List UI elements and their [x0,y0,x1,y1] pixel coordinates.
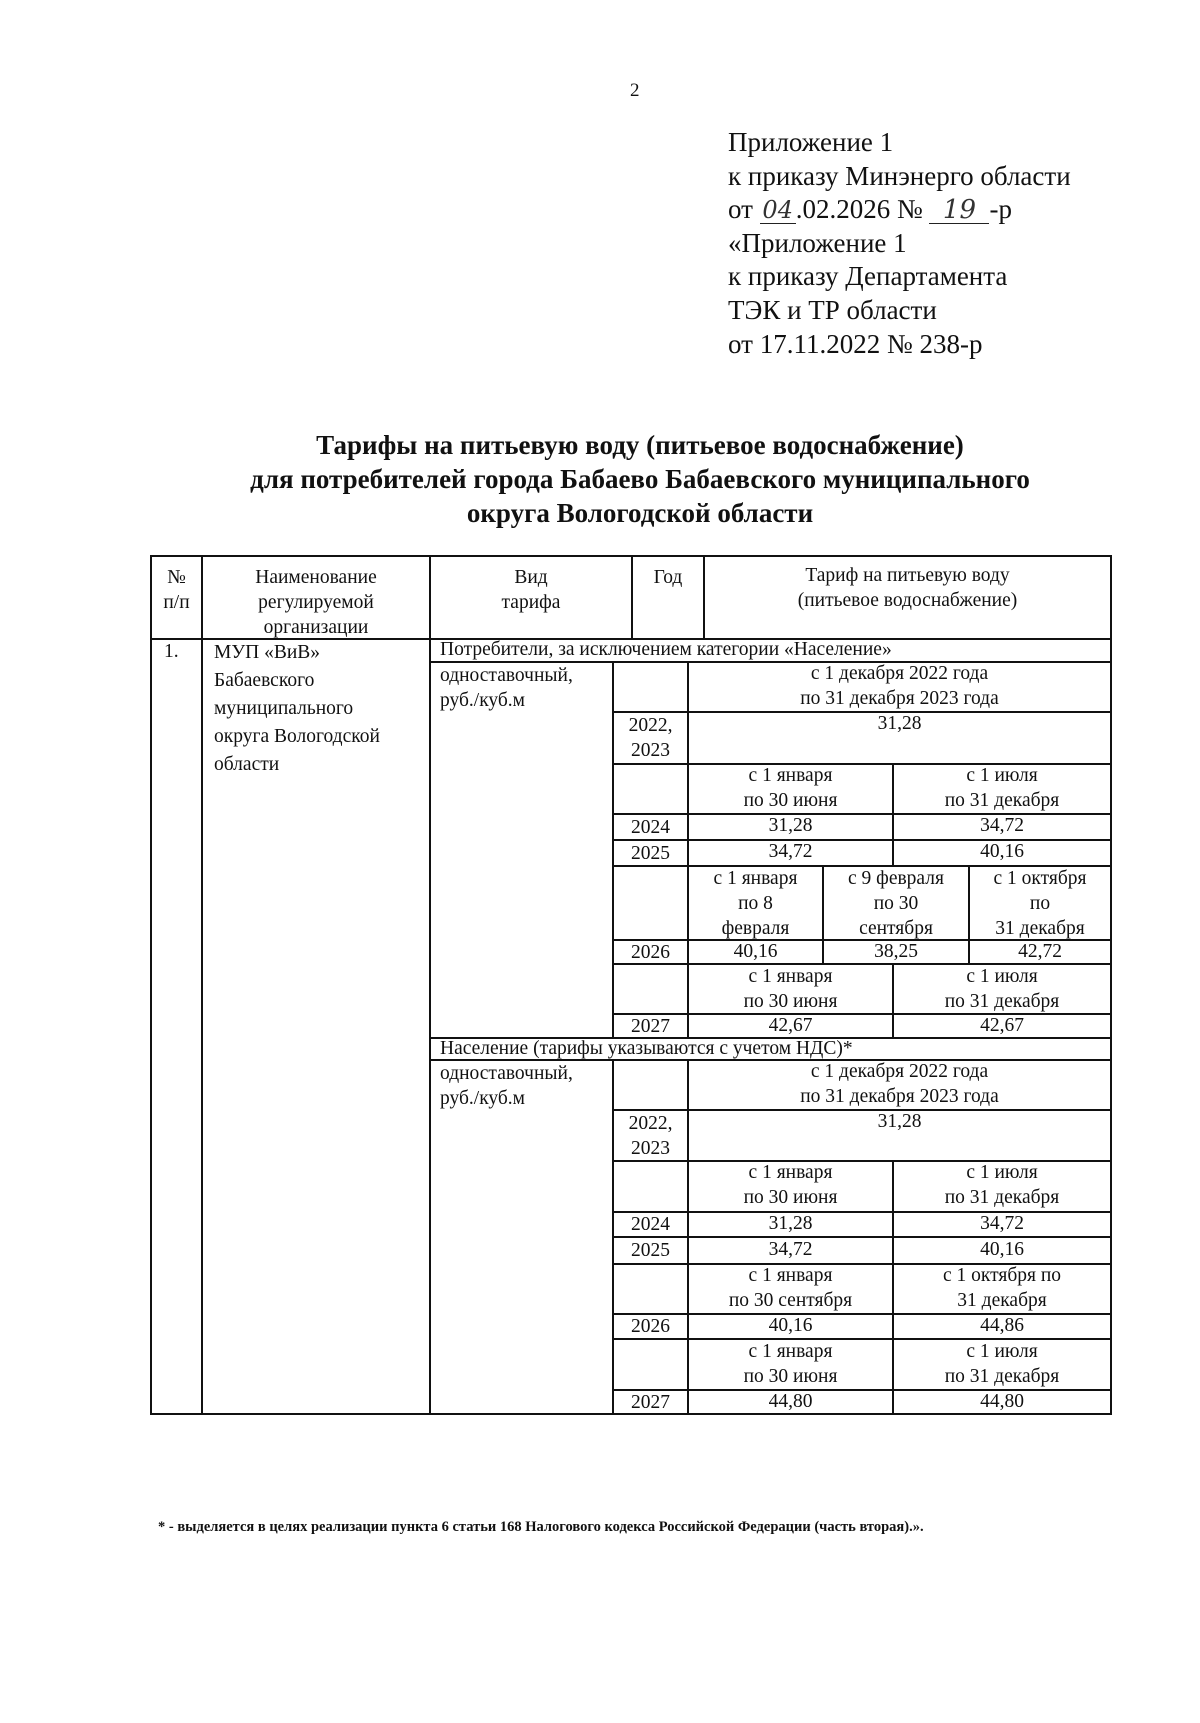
period-cell: с 1 октября по 31 декабря [993,868,1087,939]
tariff-value: 44,86 [980,1315,1024,1336]
tariff-value: 31,28 [877,713,922,734]
year-cell: 2025 [631,1240,670,1261]
tariff-value: 31,28 [768,815,813,836]
attachment-line: от 17.11.2022 № 238-р [728,328,983,359]
organization-name: МУП «ВиВ» Бабаевского муниципального округа Вологодской области [214,642,380,775]
tariff-value: 34,72 [768,841,813,862]
year-cell: 2026 [631,1316,670,1337]
tariff-value: 42,67 [980,1015,1024,1036]
title-line: для потребителей города Бабаево Бабаевского муниципального [250,464,1030,494]
table-rule [201,555,203,1415]
tariff-value: 40,16 [980,1239,1024,1260]
attachment-block [728,126,1071,361]
year-cell: 2025 [631,843,670,864]
period-cell: с 1 июля по 31 декабря [944,1162,1060,1208]
tariff-value: 40,16 [733,941,778,962]
tariff-value: 34,72 [980,815,1024,836]
attachment-date-prefix: от [728,194,753,225]
attachment-line: Приложение 1 [728,127,894,157]
tariff-value: 31,28 [877,1111,922,1132]
footnote: * - выделяется в целях реализации пункта 6 статьи 168 Налогового кодекса Российской Федерации (часть вторая).». [158,1519,924,1535]
period-cell: с 1 января по 30 сентября [728,1265,853,1311]
tariff-value: 34,72 [768,1239,813,1260]
year-cell: 2022, 2023 [628,1113,673,1159]
tariff-type: одноставочный, руб./куб.м [440,665,573,711]
attachment-date-line [728,193,1071,227]
period-cell: с 1 января по 30 июня [743,1341,838,1387]
year-cell: 2024 [631,1214,670,1235]
attachment-line: «Приложение 1 [728,227,907,258]
table-rule [429,555,431,1415]
tariff-value: 31,28 [768,1213,813,1234]
attachment-line: к приказу Департамента [728,261,1008,292]
period-cell: с 1 июля по 31 декабря [944,966,1060,1012]
period-cell: с 1 декабря 2022 года по 31 декабря 2023 года [800,1061,999,1107]
attachment-date-suffix: -р [989,194,1012,225]
table-rule [1110,555,1112,1415]
year-cell: 2026 [631,942,670,963]
period-cell: с 1 января по 30 июня [743,1162,838,1208]
tariff-value: 38,25 [874,941,918,962]
tariff-value: 40,16 [980,841,1024,862]
period-cell: с 9 февраля по 30 сентября [848,868,944,939]
page-number: 2 [630,80,640,101]
attachment-date-rest: .02.2026 № [795,194,923,225]
table-rule [150,555,152,1415]
handwritten-number: 19 [929,197,989,224]
header-tariff-type: Вид тарифа [501,567,561,613]
header-year: Год [653,567,683,588]
tariff-value: 44,80 [768,1391,813,1412]
period-cell: с 1 января по 30 июня [743,765,838,811]
header-number: № п/п [163,567,190,613]
row-number: 1. [164,641,179,662]
tariff-value: 44,80 [980,1391,1024,1412]
year-cell: 2027 [631,1392,670,1413]
period-cell: с 1 января по 30 июня [743,966,838,1012]
handwritten-day: 04 [760,197,796,224]
title-line: округа Вологодской области [466,498,814,528]
header-tariff: Тариф на питьевую воду (питьевое водоснабжение) [797,565,1018,611]
period-cell: с 1 декабря 2022 года по 31 декабря 2023 года [800,663,999,709]
section-title: Потребители, за исключением категории «Население» [440,639,892,660]
tariff-value: 40,16 [768,1315,813,1336]
tariff-value: 34,72 [980,1213,1024,1234]
year-cell: 2022, 2023 [628,715,673,761]
period-cell: с 1 июля по 31 декабря [944,1341,1060,1387]
period-cell: с 1 июля по 31 декабря [944,765,1060,811]
year-cell: 2027 [631,1016,670,1037]
tariff-type: одноставочный, руб./куб.м [440,1063,573,1109]
document-title [150,428,1130,530]
period-cell: с 1 января по 8 февраля [713,868,798,939]
section-title: Население (тарифы указываются с учетом НДС)* [440,1038,853,1059]
tariff-value: 42,72 [1018,941,1062,962]
attachment-line: ТЭК и ТР области [728,294,937,325]
header-organization: Наименование регулируемой организации [255,567,377,638]
attachment-line: к приказу Минэнерго области [728,160,1071,191]
title-line: Тарифы на питьевую воду (питьевое водоснабжение) [316,430,964,460]
year-cell: 2024 [631,817,670,838]
period-cell: с 1 октября по 31 декабря [942,1265,1062,1311]
tariff-value: 42,67 [768,1015,813,1036]
tariff-table [150,555,1112,1475]
